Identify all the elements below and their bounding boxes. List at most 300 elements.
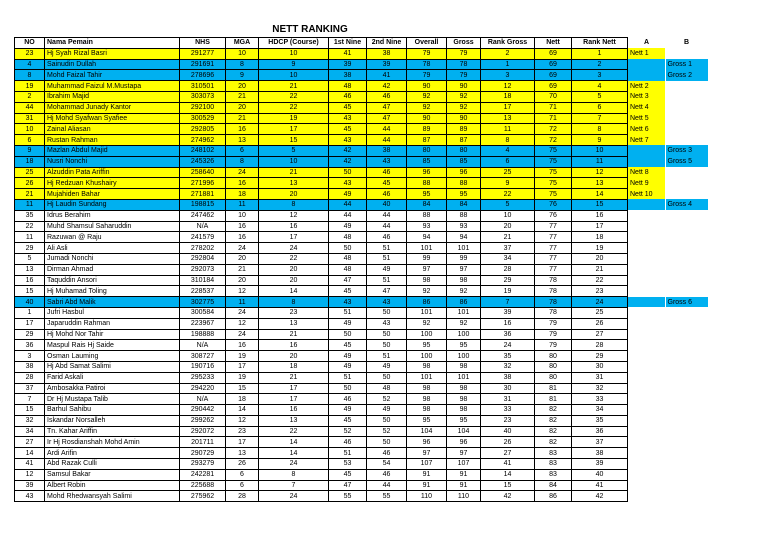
cell-rank-gross: 8 xyxy=(481,135,535,146)
cell-nett: 75 xyxy=(535,145,572,156)
cell-mga: 18 xyxy=(226,394,259,405)
cell-name: Farid Askali xyxy=(45,372,180,383)
cell-b xyxy=(666,135,708,146)
cell-name: Mohammad Junady Kantor xyxy=(45,102,180,113)
cell-overall: 88 xyxy=(407,178,447,189)
cell-a: Nett 10 xyxy=(628,189,666,200)
cell-nett: 75 xyxy=(535,189,572,200)
cell-a: Nett 5 xyxy=(628,113,666,124)
cell-rank-nett: 37 xyxy=(572,437,628,448)
cell-overall: 92 xyxy=(407,286,447,297)
cell-second-nine: 44 xyxy=(367,124,407,135)
cell-name: Muhd Shamsul Saharuddin xyxy=(45,221,180,232)
cell-mga: 21 xyxy=(226,264,259,275)
cell-no: 5 xyxy=(15,253,45,264)
cell-hdcp: 24 xyxy=(259,459,329,470)
cell-b xyxy=(666,448,708,459)
cell-nhs: 292100 xyxy=(180,102,226,113)
cell-overall: 91 xyxy=(407,480,447,491)
col-header-b: B xyxy=(683,39,690,47)
cell-first-nine: 50 xyxy=(329,243,367,254)
cell-rank-nett: 35 xyxy=(572,415,628,426)
cell-gross: 99 xyxy=(447,253,481,264)
cell-a xyxy=(628,372,666,383)
cell-gross: 90 xyxy=(447,81,481,92)
cell-name: Hj Muhamad Toling xyxy=(45,286,180,297)
cell-nett: 77 xyxy=(535,253,572,264)
cell-no: 39 xyxy=(15,480,45,491)
cell-nhs: 241579 xyxy=(180,232,226,243)
cell-hdcp: 5 xyxy=(259,145,329,156)
cell-nhs: 225688 xyxy=(180,480,226,491)
cell-nhs: 292072 xyxy=(180,426,226,437)
cell-mga: 6 xyxy=(226,145,259,156)
cell-first-nine: 50 xyxy=(329,329,367,340)
cell-no: 37 xyxy=(15,383,45,394)
cell-second-nine: 49 xyxy=(367,405,407,416)
cell-hdcp: 15 xyxy=(259,135,329,146)
cell-second-nine: 44 xyxy=(367,135,407,146)
cell-first-nine: 42 xyxy=(329,156,367,167)
cell-a xyxy=(628,448,666,459)
cell-hdcp: 13 xyxy=(259,415,329,426)
cell-hdcp: 21 xyxy=(259,372,329,383)
cell-hdcp: 8 xyxy=(259,199,329,210)
cell-rank-gross: 17 xyxy=(481,102,535,113)
cell-overall: 98 xyxy=(407,394,447,405)
table-row xyxy=(15,361,708,372)
cell-a xyxy=(628,253,666,264)
cell-hdcp: 16 xyxy=(259,221,329,232)
cell-gross: 92 xyxy=(447,318,481,329)
cell-a xyxy=(628,469,666,480)
cell-overall: 92 xyxy=(407,91,447,102)
table-row xyxy=(15,243,708,254)
cell-first-nine: 45 xyxy=(329,102,367,113)
cell-nhs: 300529 xyxy=(180,113,226,124)
cell-second-nine: 46 xyxy=(367,469,407,480)
cell-a xyxy=(628,70,666,81)
cell-a xyxy=(628,264,666,275)
cell-second-nine: 38 xyxy=(367,145,407,156)
cell-mga: 20 xyxy=(226,81,259,92)
cell-name: Abd Razak Culli xyxy=(45,459,180,470)
cell-mga: 14 xyxy=(226,405,259,416)
cell-name: Nusri Nonchi xyxy=(45,156,180,167)
cell-rank-gross: 32 xyxy=(481,361,535,372)
cell-no: 19 xyxy=(15,81,45,92)
table-row xyxy=(15,437,708,448)
cell-second-nine: 51 xyxy=(367,351,407,362)
cell-mga: 23 xyxy=(226,426,259,437)
cell-overall: 97 xyxy=(407,264,447,275)
cell-mga: 16 xyxy=(226,340,259,351)
cell-nhs: N/A xyxy=(180,340,226,351)
table-row xyxy=(15,199,708,210)
cell-rank-nett: 9 xyxy=(572,135,628,146)
cell-b xyxy=(666,81,708,92)
cell-nhs: 228537 xyxy=(180,286,226,297)
cell-second-nine: 51 xyxy=(367,253,407,264)
cell-nhs: 247462 xyxy=(180,210,226,221)
cell-first-nine: 45 xyxy=(329,340,367,351)
cell-nett: 77 xyxy=(535,221,572,232)
col-header-name: Nama Pemain xyxy=(45,38,180,49)
cell-rank-nett: 39 xyxy=(572,459,628,470)
table-row xyxy=(15,59,708,70)
cell-b xyxy=(666,264,708,275)
cell-nett: 86 xyxy=(535,491,572,502)
table-row xyxy=(15,81,708,92)
cell-mga: 8 xyxy=(226,59,259,70)
cell-second-nine: 55 xyxy=(367,491,407,502)
cell-nett: 80 xyxy=(535,351,572,362)
cell-nhs: 292805 xyxy=(180,124,226,135)
cell-first-nine: 51 xyxy=(329,307,367,318)
cell-nett: 80 xyxy=(535,372,572,383)
cell-b xyxy=(666,286,708,297)
cell-overall: 90 xyxy=(407,113,447,124)
cell-b xyxy=(666,307,708,318)
cell-overall: 98 xyxy=(407,361,447,372)
cell-mga: 6 xyxy=(226,469,259,480)
cell-mga: 20 xyxy=(226,253,259,264)
cell-first-nine: 48 xyxy=(329,232,367,243)
cell-first-nine: 44 xyxy=(329,199,367,210)
cell-second-nine: 46 xyxy=(367,91,407,102)
cell-nhs: 291277 xyxy=(180,48,226,59)
cell-nett: 69 xyxy=(535,70,572,81)
cell-gross: 100 xyxy=(447,329,481,340)
cell-rank-gross: 39 xyxy=(481,307,535,318)
cell-second-nine: 44 xyxy=(367,221,407,232)
cell-no: 25 xyxy=(15,167,45,178)
cell-rank-gross: 14 xyxy=(481,469,535,480)
cell-mga: 10 xyxy=(226,48,259,59)
cell-rank-gross: 4 xyxy=(481,145,535,156)
cell-rank-nett: 8 xyxy=(572,124,628,135)
cell-first-nine: 43 xyxy=(329,113,367,124)
cell-first-nine: 46 xyxy=(329,437,367,448)
cell-name: Jumadi Nonchi xyxy=(45,253,180,264)
cell-a: Nett 4 xyxy=(628,102,666,113)
cell-second-nine: 47 xyxy=(367,286,407,297)
cell-second-nine: 49 xyxy=(367,361,407,372)
cell-gross: 88 xyxy=(447,210,481,221)
cell-nett: 79 xyxy=(535,340,572,351)
cell-second-nine: 47 xyxy=(367,102,407,113)
ranking-table xyxy=(14,37,708,502)
cell-rank-nett: 32 xyxy=(572,383,628,394)
cell-name: Maspul Rais Hj Saide xyxy=(45,340,180,351)
cell-nhs: 278202 xyxy=(180,243,226,254)
cell-rank-nett: 24 xyxy=(572,297,628,308)
cell-rank-gross: 27 xyxy=(481,448,535,459)
table-row xyxy=(15,124,708,135)
cell-b xyxy=(666,394,708,405)
cell-rank-gross: 35 xyxy=(481,351,535,362)
cell-b xyxy=(666,167,708,178)
table-row xyxy=(15,383,708,394)
cell-hdcp: 10 xyxy=(259,48,329,59)
cell-no: 9 xyxy=(15,145,45,156)
table-row xyxy=(15,297,708,308)
cell-overall: 88 xyxy=(407,210,447,221)
cell-mga: 19 xyxy=(226,351,259,362)
cell-first-nine: 49 xyxy=(329,351,367,362)
cell-hdcp: 21 xyxy=(259,329,329,340)
cell-mga: 16 xyxy=(226,124,259,135)
cell-rank-gross: 42 xyxy=(481,491,535,502)
cell-nhs: 245326 xyxy=(180,156,226,167)
cell-no: 14 xyxy=(15,448,45,459)
cell-name: Rustan Rahman xyxy=(45,135,180,146)
cell-hdcp: 7 xyxy=(259,480,329,491)
cell-mga: 15 xyxy=(226,383,259,394)
cell-hdcp: 8 xyxy=(259,469,329,480)
cell-no: 4 xyxy=(15,59,45,70)
cell-first-nine: 49 xyxy=(329,189,367,200)
cell-gross: 95 xyxy=(447,189,481,200)
cell-nhs: 223967 xyxy=(180,318,226,329)
table-row xyxy=(15,480,708,491)
col-header-mga: MGA xyxy=(226,38,259,49)
cell-no: 3 xyxy=(15,351,45,362)
cell-rank-gross: 9 xyxy=(481,178,535,189)
cell-no: 16 xyxy=(15,275,45,286)
cell-overall: 100 xyxy=(407,351,447,362)
cell-rank-nett: 29 xyxy=(572,351,628,362)
cell-nhs: 274962 xyxy=(180,135,226,146)
cell-no: 18 xyxy=(15,156,45,167)
cell-first-nine: 52 xyxy=(329,426,367,437)
cell-hdcp: 17 xyxy=(259,394,329,405)
cell-no: 40 xyxy=(15,297,45,308)
cell-first-nine: 51 xyxy=(329,448,367,459)
cell-rank-nett: 7 xyxy=(572,113,628,124)
cell-gross: 96 xyxy=(447,437,481,448)
cell-hdcp: 24 xyxy=(259,243,329,254)
cell-hdcp: 8 xyxy=(259,297,329,308)
cell-mga: 12 xyxy=(226,318,259,329)
cell-rank-nett: 21 xyxy=(572,264,628,275)
cell-overall: 95 xyxy=(407,340,447,351)
cell-second-nine: 50 xyxy=(367,415,407,426)
cell-rank-nett: 26 xyxy=(572,318,628,329)
cell-rank-nett: 13 xyxy=(572,178,628,189)
cell-hdcp: 12 xyxy=(259,210,329,221)
cell-nhs: N/A xyxy=(180,394,226,405)
cell-first-nine: 45 xyxy=(329,415,367,426)
cell-overall: 93 xyxy=(407,221,447,232)
cell-nett: 83 xyxy=(535,459,572,470)
cell-b xyxy=(666,243,708,254)
cell-b xyxy=(666,491,708,502)
cell-gross: 90 xyxy=(447,113,481,124)
cell-gross: 92 xyxy=(447,286,481,297)
cell-no: 28 xyxy=(15,372,45,383)
cell-name: Sabri Abd Malik xyxy=(45,297,180,308)
table-row xyxy=(15,351,708,362)
cell-rank-gross: 29 xyxy=(481,275,535,286)
cell-rank-gross: 12 xyxy=(481,81,535,92)
cell-nett: 70 xyxy=(535,91,572,102)
cell-nhs: 258640 xyxy=(180,167,226,178)
cell-b xyxy=(666,426,708,437)
cell-b xyxy=(666,383,708,394)
table-row xyxy=(15,145,708,156)
cell-no: 22 xyxy=(15,221,45,232)
cell-nhs: 292804 xyxy=(180,253,226,264)
cell-no: 17 xyxy=(15,318,45,329)
cell-b xyxy=(666,178,708,189)
cell-overall: 95 xyxy=(407,415,447,426)
cell-nhs: 291691 xyxy=(180,59,226,70)
cell-name: Dirman Ahmad xyxy=(45,264,180,275)
cell-mga: 10 xyxy=(226,210,259,221)
cell-first-nine: 39 xyxy=(329,59,367,70)
cell-b xyxy=(666,351,708,362)
cell-gross: 95 xyxy=(447,340,481,351)
col-header-rank-nett: Rank Nett xyxy=(572,38,628,49)
cell-rank-gross: 7 xyxy=(481,297,535,308)
cell-mga: 24 xyxy=(226,307,259,318)
cell-mga: 20 xyxy=(226,275,259,286)
cell-name: Osman Lauming xyxy=(45,351,180,362)
cell-first-nine: 43 xyxy=(329,135,367,146)
cell-b xyxy=(666,480,708,491)
cell-name: Ali Asli xyxy=(45,243,180,254)
table-row xyxy=(15,48,708,59)
cell-rank-gross: 30 xyxy=(481,383,535,394)
table-row xyxy=(15,426,708,437)
table-row xyxy=(15,340,708,351)
cell-hdcp: 21 xyxy=(259,81,329,92)
cell-nett: 69 xyxy=(535,59,572,70)
cell-no: 11 xyxy=(15,232,45,243)
cell-rank-gross: 18 xyxy=(481,91,535,102)
cell-overall: 98 xyxy=(407,405,447,416)
cell-name: Hj Mohd Nor Tahir xyxy=(45,329,180,340)
cell-rank-nett: 41 xyxy=(572,480,628,491)
cell-gross: 95 xyxy=(447,415,481,426)
cell-nett: 69 xyxy=(535,48,572,59)
cell-rank-gross: 24 xyxy=(481,340,535,351)
cell-rank-gross: 31 xyxy=(481,394,535,405)
cell-a: Nett 8 xyxy=(628,167,666,178)
cell-overall: 110 xyxy=(407,491,447,502)
cell-second-nine: 42 xyxy=(367,81,407,92)
cell-a xyxy=(628,329,666,340)
cell-mga: 11 xyxy=(226,297,259,308)
cell-hdcp: 13 xyxy=(259,318,329,329)
cell-rank-nett: 40 xyxy=(572,469,628,480)
cell-mga: 28 xyxy=(226,491,259,502)
cell-overall: 80 xyxy=(407,145,447,156)
cell-rank-gross: 36 xyxy=(481,329,535,340)
cell-name: Ir Hj Rosdianshah Mohd Amin xyxy=(45,437,180,448)
cell-no: 29 xyxy=(15,243,45,254)
cell-rank-nett: 16 xyxy=(572,210,628,221)
cell-nhs: 275962 xyxy=(180,491,226,502)
cell-a xyxy=(628,307,666,318)
cell-rank-nett: 11 xyxy=(572,156,628,167)
cell-no: 21 xyxy=(15,189,45,200)
cell-gross: 88 xyxy=(447,178,481,189)
cell-rank-nett: 31 xyxy=(572,372,628,383)
col-header-a: A xyxy=(643,39,650,47)
cell-name: Ibrahim Majid xyxy=(45,91,180,102)
cell-second-nine: 44 xyxy=(367,480,407,491)
cell-gross: 78 xyxy=(447,59,481,70)
cell-rank-nett: 1 xyxy=(572,48,628,59)
cell-nhs: 294220 xyxy=(180,383,226,394)
cell-overall: 94 xyxy=(407,232,447,243)
cell-first-nine: 53 xyxy=(329,459,367,470)
cell-b xyxy=(666,124,708,135)
cell-hdcp: 22 xyxy=(259,253,329,264)
cell-overall: 104 xyxy=(407,426,447,437)
cell-first-nine: 49 xyxy=(329,405,367,416)
cell-rank-gross: 21 xyxy=(481,232,535,243)
cell-hdcp: 13 xyxy=(259,178,329,189)
cell-nett: 79 xyxy=(535,329,572,340)
cell-rank-nett: 30 xyxy=(572,361,628,372)
cell-hdcp: 20 xyxy=(259,351,329,362)
cell-overall: 92 xyxy=(407,318,447,329)
cell-mga: 17 xyxy=(226,437,259,448)
cell-rank-nett: 3 xyxy=(572,70,628,81)
cell-hdcp: 17 xyxy=(259,124,329,135)
cell-rank-gross: 25 xyxy=(481,167,535,178)
table-row xyxy=(15,415,708,426)
cell-gross: 97 xyxy=(447,448,481,459)
cell-first-nine: 45 xyxy=(329,469,367,480)
col-header-gross: Gross xyxy=(447,38,481,49)
cell-gross: 91 xyxy=(447,469,481,480)
cell-no: 43 xyxy=(15,491,45,502)
cell-a xyxy=(628,437,666,448)
cell-hdcp: 16 xyxy=(259,340,329,351)
cell-gross: 107 xyxy=(447,459,481,470)
table-row xyxy=(15,156,708,167)
sheet-title: NETT RANKING xyxy=(272,24,348,35)
cell-hdcp: 19 xyxy=(259,113,329,124)
cell-hdcp: 18 xyxy=(259,361,329,372)
cell-first-nine: 43 xyxy=(329,178,367,189)
cell-nett: 76 xyxy=(535,199,572,210)
cell-no: 36 xyxy=(15,340,45,351)
cell-nhs: 190716 xyxy=(180,361,226,372)
cell-b xyxy=(666,459,708,470)
cell-first-nine: 42 xyxy=(329,145,367,156)
cell-second-nine: 52 xyxy=(367,394,407,405)
table-row xyxy=(15,232,708,243)
cell-gross: 110 xyxy=(447,491,481,502)
cell-b xyxy=(666,221,708,232)
cell-nhs: 308727 xyxy=(180,351,226,362)
cell-b xyxy=(666,415,708,426)
cell-b xyxy=(666,340,708,351)
table-row xyxy=(15,286,708,297)
cell-b: Gross 6 xyxy=(666,297,708,308)
cell-second-nine: 50 xyxy=(367,372,407,383)
cell-rank-nett: 34 xyxy=(572,405,628,416)
cell-gross: 89 xyxy=(447,124,481,135)
cell-nhs: N/A xyxy=(180,221,226,232)
cell-hdcp: 23 xyxy=(259,307,329,318)
cell-rank-nett: 14 xyxy=(572,189,628,200)
